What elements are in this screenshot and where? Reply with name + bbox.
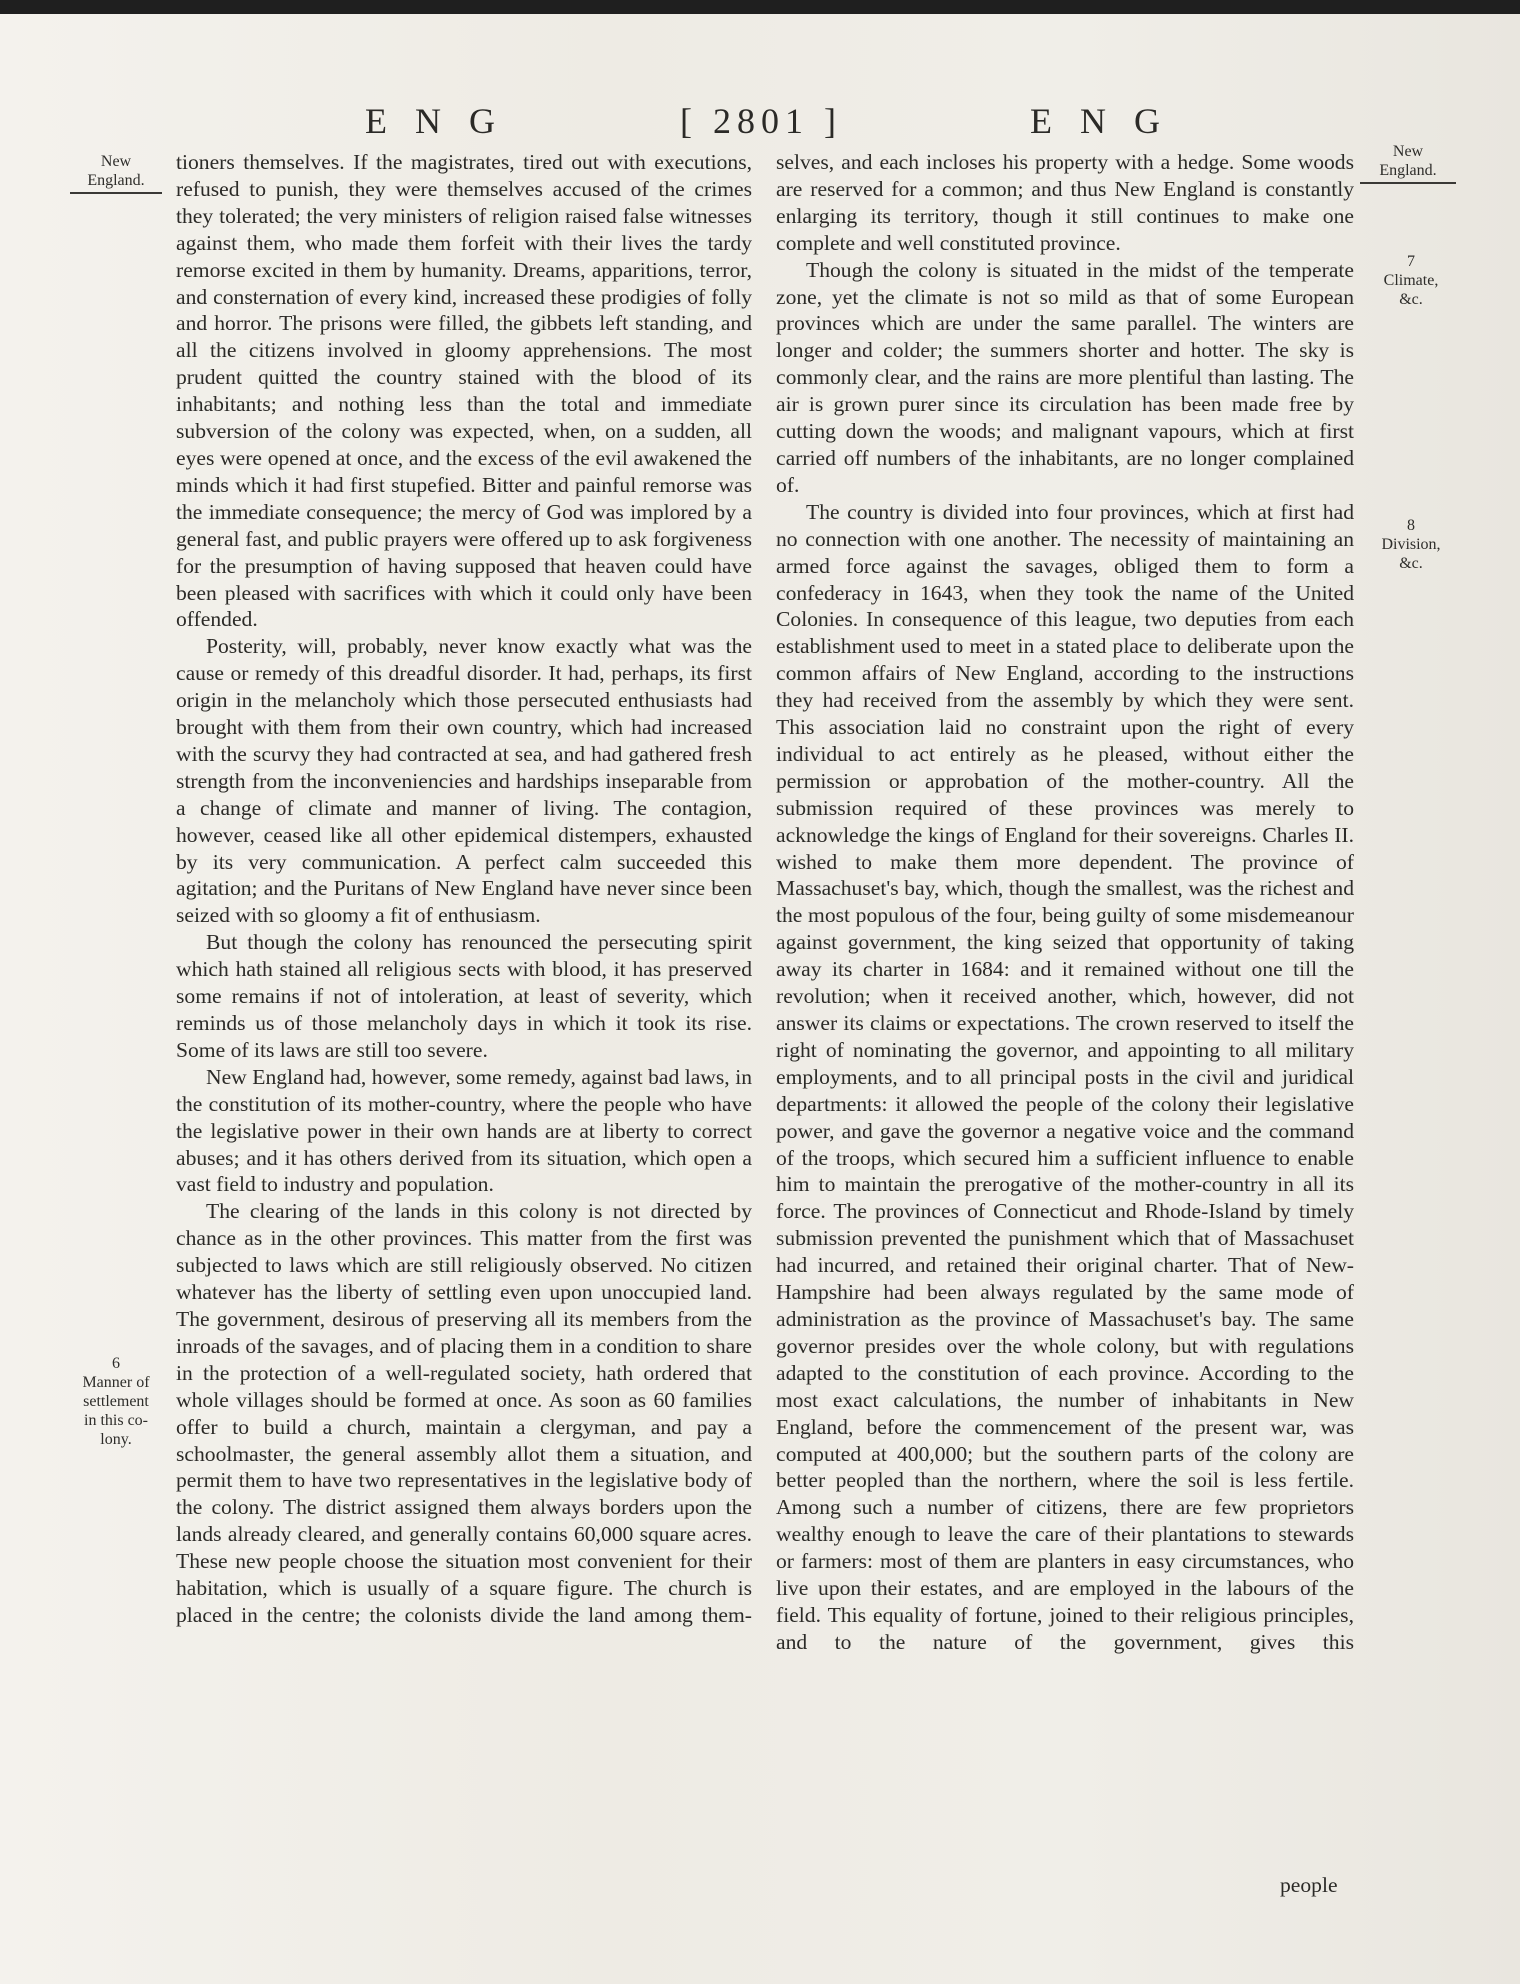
left-column bbox=[176, 149, 752, 1629]
margin-note-new-england-left: New England. bbox=[70, 152, 162, 194]
paragraph: selves, and each incloses his property with a hedge. Some woods are reserved for a common; and thus New England is constantly enlarging its territory, though it still continues to make one complete and well constituted province. bbox=[776, 150, 1354, 255]
margin-note-division: 8 Division, &c. bbox=[1381, 517, 1441, 572]
paragraph: tioners themselves. If the magistrates, tired out with executions, refused to punish, they were themselves accused of the crimes they tolerated; the very ministers of religion raised false witnesses against them, who made them forfeit with their lives the tardy remorse excited in them by humanity. Dreams, apparitions, terror, and consternation of every kind, increased these prodigies of folly and horror. The prisons were filled, the gibbets left standing, and all the citizens involved in gloomy apprehensions. The most prudent quitted the country stained with the blood of its inhabitants; and nothing less than the total and immediate subversion of the colony was expected, when, on a sudden, all eyes were opened at once, and the excess of the evil awakened the minds which it had first stupefied. Bitter and painful remorse was the immediate consequence; the mercy of God was implored by a general fast, and public prayers were offered up to ask forgiveness for the presumption of having supposed that heaven could have been pleased with sacrifices with which it could only have been offended. bbox=[176, 150, 752, 632]
paragraph: Posterity, will, probably, never know exactly what was the cause or remedy of this dreadful disorder. It had, perhaps, its first origin in the melancholy which those persecuted enthusiasts had brought with them from their own country, which had increased with the scurvy they had contracted at sea, and had gathered fresh strength from the inconveniencies and hardships inseparable from a change of climate and manner of living. The contagion, however, ceased like all other epidemical distempers, exhausted by its very communication. A perfect calm succeeded this agitation; and the Puritans of New England have never since been seized with so gloomy a fit of enthusiasm. bbox=[176, 634, 752, 928]
margin-note-rule bbox=[1360, 182, 1456, 184]
right-column bbox=[776, 149, 1354, 1656]
header-right: ENG bbox=[1030, 101, 1188, 141]
paragraph: Though the colony is situated in the midst of the temperate zone, yet the climate is not so mild as that of some European provinces which are under the same parallel. The winters are longer and colder; the summers shorter and hotter. The sky is commonly clear, and the rains are more plentiful than lasting. The air is grown purer since its circulation has been made free by cutting down the woods; and malignant vapours, which at first carried off numbers of the inhabitants, are no longer complained of. bbox=[776, 257, 1354, 497]
header-left: ENG bbox=[365, 101, 523, 141]
margin-note-settlement: 6 Manner of settlement in this co- lony. bbox=[82, 1355, 150, 1448]
margin-note-climate: 7 Climate, &c. bbox=[1383, 253, 1439, 308]
page-number: [ 2801 ] bbox=[680, 101, 842, 141]
paragraph: But though the colony has renounced the persecuting spirit which hath stained all religious sects with blood, it has preserved some remains if not of intoleration, at least of severity, which reminds us of those melancholy days in which it took its rise. Some of its laws are still too severe. bbox=[176, 930, 752, 1062]
paragraph: The clearing of the lands in this colony is not directed by chance as in the other provinces. This matter from the first was subjected to laws which are still religiously observed. No citizen whatever has the liberty of settling even upon unoccupied land. The government, desirous of preserving all its members from the inroads of the savages, and of placing them in a condition to share in the protection of a well-regulated society, hath ordered that whole villages should be formed at once. As soon as 60 families offer to build a church, maintain a clergyman, and pay a schoolmaster, the general assembly allot them a situation, and permit them to have two representatives in the legislative body of the colony. The district assigned them always borders upon the lands already cleared, and generally contains 60,000 square acres. These new people choose the situation most convenient for their habitation, which is usually of a square figure. The church is placed in the centre; the colonists divide the land among them- bbox=[176, 1199, 752, 1627]
catchword: people bbox=[1280, 1873, 1338, 1897]
paragraph: The country is divided into four provinces, which at first had no connection with one another. The necessity of maintaining an armed force against the savages, obliged them to form a confederacy in 1643, when they took the name of the United Colonies. In consequence of this league, two deputies from each establishment used to meet in a stated place to deliberate upon the common affairs of New England, according to the instructions they had received from the assembly by which they were sent. This association laid no constraint upon the right of every individual to act entirely as he pleased, without either the permission or approbation of the mother-country. All the submission required of these provinces was merely to acknowledge the kings of England for their sovereigns. Charles II. wished to make them more dependent. The province of Massachuset's bay, which, though the smallest, was the richest and the most populous of the four, being guilty of some misdemeanour against government, the king seized that opportunity of taking away its charter in 1684: and it remained without one till the revolution; when it received another, which, however, did not answer its claims or expectations. The crown reserved to itself the right of nominating the governor, and appointing to all military employments, and to all principal posts in the civil and juridical departments: it allowed the people of the colony their legislative power, and gave the governor a negative voice and the command of the troops, which secured him a sufficient influence to enable him to maintain the prerogative of the mother-country in all its force. The provinces of Connecticut and Rhode-Island by timely submission prevented the punishment which that of Massachuset had incurred, and retained their original charter. That of New-Hampshire had been always regulated by the same mode of administration as the province of Massachuset's bay. The same governor presides over the whole colony, but with regulations adapted to the constitution of each province. According to the most exact calculations, the number of inhabitants in New England, before the commencement of the present war, was computed at 400,000; but the southern parts of the colony are better peopled than the northern, where the soil is less fertile. Among such a number of citizens, there are few proprietors wealthy enough to leave the care of their plantations to stewards or farmers: most of them are planters in easy circumstances, who live upon their estates, and are employed in the labours of the field. This equality of fortune, joined to their religious principles, and to the nature of the government, gives this bbox=[776, 499, 1354, 1654]
scan-top-edge bbox=[0, 0, 1520, 14]
paragraph: New England had, however, some remedy, against bad laws, in the constitution of its mother-country, where the people who have the legislative power in their own hands are at liberty to correct abuses; and it has others derived from its situation, which open a vast field to industry and population. bbox=[176, 1064, 752, 1197]
running-header bbox=[0, 100, 1520, 150]
margin-note-new-england-right: New England. bbox=[1360, 142, 1456, 184]
margin-note-rule bbox=[70, 192, 162, 194]
